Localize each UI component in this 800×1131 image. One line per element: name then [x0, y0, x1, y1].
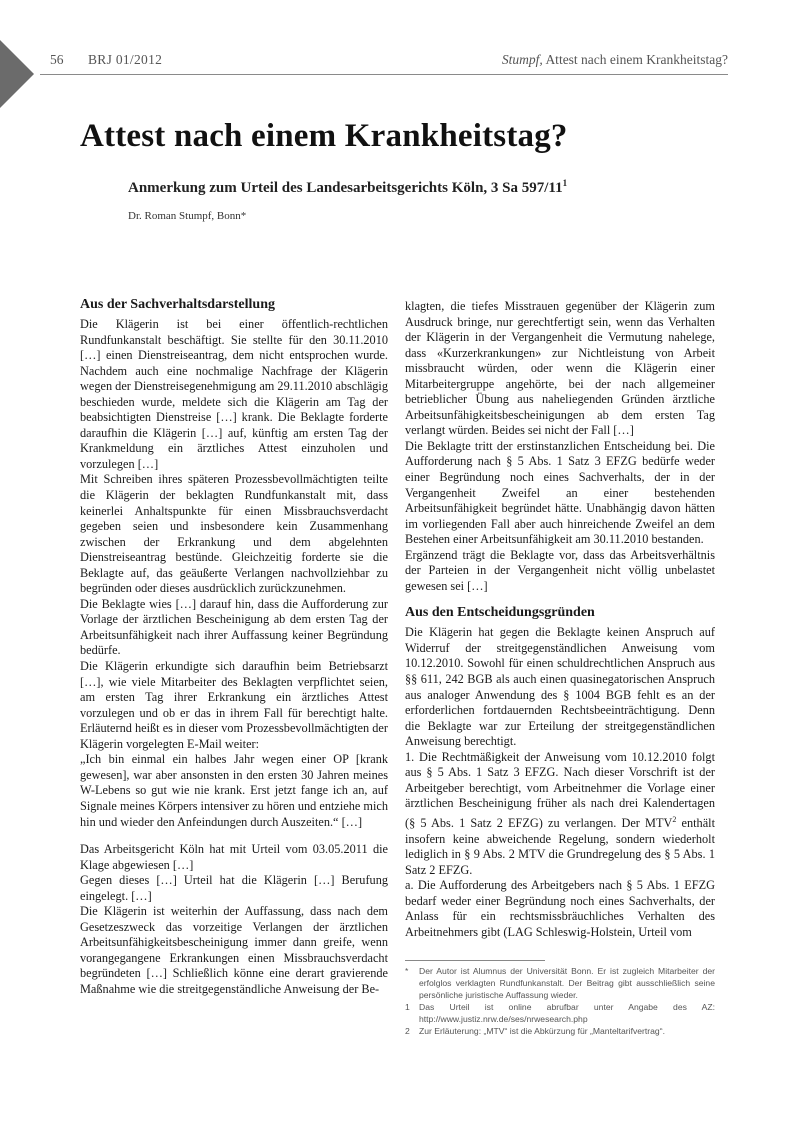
spacer — [405, 594, 715, 604]
paragraph: Mit Schreiben ihres späteren Prozessbevollmächtigten teilte die Klägerin der beklagten Rundfunkanstalt mit, dass keinerlei Anhaltspunkte für einen Missbrauchsverdacht gegeben seien und insbesondere kein Zusammenhang zwischen der Erkrankung und dem abgelehnten Dienstreiseantrag bestünde. Gleichzeitig forderte sie die Beklagte auf, das geäußerte Verlangen nachvollziehbar zu begründen oder dieses ausdrücklich zurückzunehmen. — [80, 472, 388, 596]
section-heading-facts: Aus der Sachverhaltsdarstellung — [80, 297, 275, 312]
paragraph — [405, 750, 715, 878]
running-title — [502, 52, 728, 68]
footnote-text: Der Autor ist Alumnus der Universität Bonn. Er ist zugleich Mitarbeiter der erfolglos verklagten Rundfunkanstalt. Der Beitrag gibt ausschließlich seine persönliche juristische Auffassung wieder. — [419, 966, 715, 1000]
article-subtitle — [128, 178, 567, 197]
paragraph: Die Klägerin hat gegen die Beklagte keinen Anspruch auf Widerruf der streitgegenständlichen Anweisung vom 10.12.2010. Sowohl für einen schuldrechtlichen Anspruch aus §§ 611, 242 BGB als auch einen quasinegatorischen Anspruch aus analoger Anwendung des § 1004 BGB fehlt es an der erforderlichen fortdauernden Rechtsbeeinträchtigung. Denn die Beklagte war zur Erteilung der streitgegenständlichen Anweisung berechtigt. — [405, 625, 715, 749]
subtitle-text: Anmerkung zum Urteil des Landesarbeitsgerichts Köln, 3 Sa 597/11 — [128, 180, 563, 196]
paragraph: Ergänzend trägt die Beklagte vor, dass das Arbeitsverhältnis der Parteien in der Vergangenheit nicht völlig unbelastet gewesen sei […] — [405, 547, 715, 593]
paragraph: Die Beklagte wies […] darauf hin, dass die Aufforderung zur Vorlage der ärztlichen Bescheinigung ab dem ersten Tag der Arbeitsunfähigkeit nach ihrer Auffassung keiner Begründung bedürfe. — [80, 596, 388, 658]
footnote-rule — [405, 960, 545, 961]
footnotes — [405, 960, 715, 1037]
paragraph: Die Klägerin ist bei einer öffentlich-rechtlichen Rundfunkanstalt beschäftigt. Sie stellte für den 30.11.2010 […] einen Dienstreiseantrag, dem nicht entsprochen wurde. Nachdem auch eine nochmalige Nachfrage der Klägerin wegen der Dienstreisegenehmigung am 29.11.2010 abschlägig beschieden wurde, meldete sich die Klägerin am Tag der beabsichtigten Dienstreise […] krank. Die Beklagte forderte daraufhin die Klägerin […] auf, künftig am ersten Tag der Krankmeldung ein ärztliches Attest einzuholen und vorzulegen […] — [80, 317, 388, 471]
footnote-mark: * — [405, 966, 409, 976]
footnote-mark: 1 — [405, 1002, 410, 1012]
left-column — [80, 296, 388, 998]
footnote — [405, 1001, 715, 1025]
footnote-text: Zur Erläuterung: „MTV“ ist die Abkürzung für „Manteltarifvertrag“. — [419, 1026, 665, 1036]
footnote — [405, 1025, 715, 1037]
paragraph: Die Klägerin ist weiterhin der Auffassung, dass nach dem Gesetzeszweck das vorzeitige Verlangen der ärztlichen Arbeitsunfähigkeitsbescheinigung immer dann greife, wenn vorangegangene Erkrankungen einen Missbrauchsverdacht begründeten […] Schließlich könne eine derart gravierende Maßnahme wie die streitgegenständliche Anweisung der Be- — [80, 904, 388, 996]
paragraph: Gegen dieses […] Urteil hat die Klägerin […] Berufung eingelegt. […] — [80, 873, 388, 903]
right-column — [405, 299, 715, 940]
paragraph-text: 1. Die Rechtmäßigkeit der Anweisung vom 10.12.2010 folgt aus § 5 Abs. 1 Satz 3 EFZG. Nach dieser Vorschrift ist der Arbeitgeber berechtigt, vom Arbeitnehmer die Vorlage einer ärztlichen Bescheinigung früher als nach drei Kalendertagen (§ 5 Abs. 1 Satz 2 EFZG) zu verlangen. Der MTV — [405, 749, 715, 831]
page-corner-marker — [0, 40, 34, 108]
footnote-ref-2: 2 — [672, 814, 677, 824]
footnote-mark: 2 — [405, 1026, 410, 1036]
paragraph: klagten, die tiefes Misstrauen gegenüber der Klägerin zum Ausdruck bringe, nur gerechtfertigt sein, wenn das Verhalten der Klägerin in der Vergangenheit die Vermutung nahelege, dass «Kurzerkrankungen» zur Nichtleistung von Arbeit missbraucht würden, oder wenn die Klägerin einer Mitarbeitergruppe angehörte, bei der nach allgemeiner betrieblicher Übung aus naheliegenden Gründen ärztliche Arbeitsunfähigkeitsbescheinigungen ab dem ersten Tag verlangt würden. Beides sei nicht der Fall […] — [405, 299, 715, 438]
footnote — [405, 965, 715, 1001]
journal-issue: BRJ 01/2012 — [88, 52, 163, 67]
paragraph: a. Die Aufforderung des Arbeitgebers nach § 5 Abs. 1 EFZG bedarf weder einer Begründung noch eines Sachverhalts, der Anlass für ein rechtsmissbräuchliches Verhalten des Arbeitnehmers gibt (LAG Schleswig-Holstein, Urteil vom — [405, 878, 715, 939]
running-title-text: Attest nach einem Krankheitstag? — [545, 52, 728, 67]
paragraph: Die Klägerin erkundigte sich daraufhin beim Betriebsarzt […], wie viele Mitarbeiter des Beklagten verpflichtet seien, am ersten Tag ihrer Erkrankung ein ärztliches Attest vorzulegen und ob er das in ihrem Fall für berechtigt halte. Erläuternd heißt es in dieser vom Prozessbevollmächtigten der Klägerin vorgelegten E-Mail weiter: — [80, 659, 388, 751]
running-header — [50, 52, 728, 72]
email-quote: „Ich bin einmal ein halbes Jahr wegen einer OP [krank gewesen], war aber ansonsten in den ersten 30 Jahren meines W-Lebens so gut wie nie krank. Erst jetzt fange ich an, auf Signale meines Körpers intensiver zu hören und entziehe mich hin und wieder den Anfeindungen durch Auszeiten.“ […] — [80, 752, 389, 829]
running-author: Stumpf, — [501, 52, 543, 67]
paragraph: Die Beklagte tritt der erstinstanzlichen Entscheidung bei. Die Aufforderung nach § 5 Abs. 1 Satz 3 EFZG bedürfe weder einer Begründung noch eines Sachverhalts, der in der Vergangenheit Zweifel an einer bestehenden Arbeitsunfähigkeit begründet hätte. Unabhängig davon hätten im vorliegenden Fall aber auch hinreichende Zweifel an dem Bestehen einer Arbeitsunfähigkeit am 30.11.2010 bestanden. — [405, 438, 715, 547]
footnote-text: Das Urteil ist online abrufbar unter Angabe des AZ: http://www.justiz.nrw.de/ses/nrwesearch.php — [419, 1002, 715, 1024]
page-number: 56 — [50, 52, 64, 67]
section-heading-reasons: Aus den Entscheidungsgründen — [405, 605, 595, 621]
footnote-ref-1: 1 — [562, 178, 568, 188]
paragraph: Das Arbeitsgericht Köln hat mit Urteil vom 03.05.2011 die Klage abgewiesen […] — [80, 842, 388, 872]
article-author: Dr. Roman Stumpf, Bonn* — [128, 210, 247, 222]
paragraph-text: enthält insofern keine abweichende Regelung, sondern wiederholt lediglich in § 9 Abs. 2 MTV die Grundregelung des § 5 Abs. 1 Satz 2 EFZG. — [405, 816, 715, 877]
header-rule — [40, 74, 728, 75]
article-title: Attest nach einem Krankheitstag? — [80, 118, 568, 154]
spacer — [80, 830, 388, 842]
